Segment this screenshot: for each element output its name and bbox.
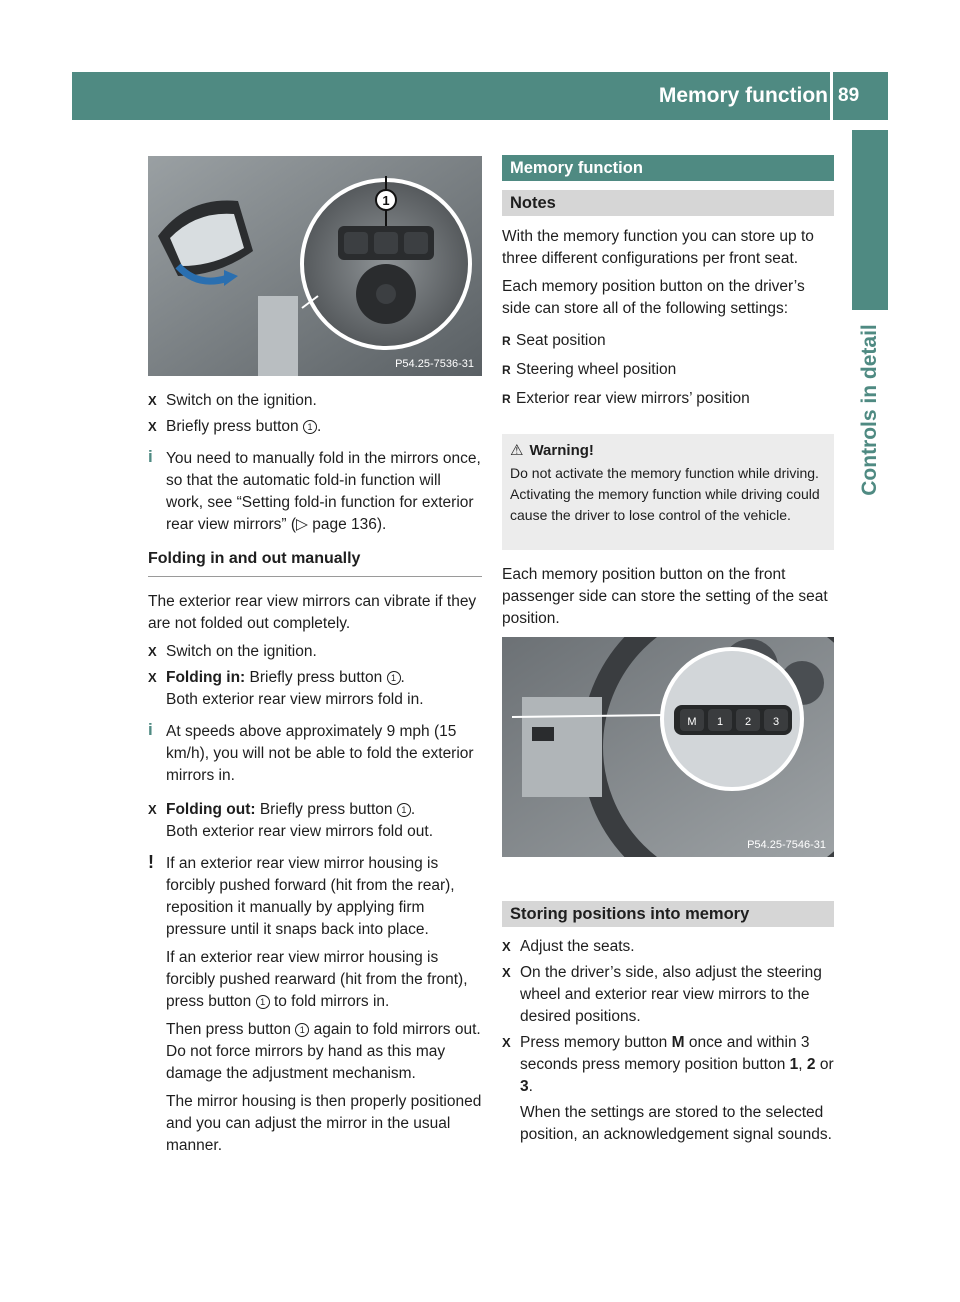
- warning-text: Do not activate the memory function while driving. Activating the memory function while driving could cause the driver to lose control of the vehicle.: [510, 465, 820, 523]
- mirror-callout-number: 1: [382, 193, 390, 208]
- right-column-storing: [502, 936, 834, 1152]
- warning-box: [502, 434, 834, 550]
- step-press-button: X Briefly press button 1 .: [148, 416, 482, 438]
- page-number: 89: [838, 85, 860, 106]
- step-switch-ignition: X Switch on the ignition.: [148, 390, 482, 412]
- info-icon: i: [148, 447, 153, 466]
- info-note-fold-in: i You need to manually fold in the mirrors once, so that the automatic fold-in function will work, see “Setting fold-in function for exterior rear view mirrors” (▷ page 136).: [148, 447, 481, 533]
- para-vibrate: The exterior rear view mirrors can vibrate if they are not folded out completely.: [148, 593, 477, 632]
- memory-button-2: 2: [744, 716, 752, 728]
- memory-photo-code: P54.25-7546-31: [747, 839, 826, 851]
- info-icon: i: [148, 720, 153, 739]
- step-folding-out: X Folding out: Briefly press button 1 . Both exterior rear view mirrors fold out.: [148, 799, 482, 843]
- mirror-switch-photo: [148, 156, 482, 376]
- page-header-title: Memory function: [658, 84, 828, 107]
- step-press-memory: X Press memory button M once and within 3 seconds press memory position button 1, 2 or 3.: [502, 1032, 834, 1098]
- section-title-storing: Storing positions into memory: [502, 901, 834, 927]
- bullet-steering: R Steering wheel position: [502, 359, 834, 381]
- step-switch-ignition-2: X Switch on the ignition.: [148, 641, 482, 663]
- bullet-seat: R Seat position: [502, 330, 834, 352]
- para-driver-settings: Each memory position button on the driver’s side can store all of the following settings:: [502, 278, 805, 317]
- para-passenger: Each memory position button on the front passenger side can store the setting of the seat position.: [502, 566, 828, 627]
- mirror-photo-code: P54.25-7536-31: [395, 358, 474, 370]
- header-divider: [830, 72, 833, 120]
- side-tab: [852, 130, 888, 310]
- section-title-notes: Notes: [502, 190, 834, 216]
- side-chapter-label: Controls in detail: [858, 324, 882, 496]
- caution-note: ! If an exterior rear view mirror housing is forcibly pushed forward (hit from the rear), reposition it manually by applying firm pressure until it snaps back into place. If an exterior rear view mirror housing is forcibly pushed rearward (hit from the front), press button 1 to fold mirrors in. Then press button 1 again to fold mirrors out. Do not force mirrors by hand as this may damage the adjustment mechanism. The mirror housing is then properly positioned and you can adjust the mirror in the usual manner.: [148, 852, 482, 1154]
- memory-button-3: 3: [772, 716, 780, 728]
- step-adjust-seats: X Adjust the seats.: [502, 936, 834, 958]
- warning-heading: ⚠ Warning!: [510, 442, 594, 459]
- left-column: [148, 390, 482, 1169]
- memory-buttons-photo: [502, 637, 834, 857]
- warning-triangle-icon: ⚠: [510, 442, 524, 459]
- right-column-notes: [502, 226, 834, 417]
- section-title-memory: Memory function: [502, 155, 834, 181]
- para-three-configs: With the memory function you can store up to three different configurations per front seat.: [502, 228, 814, 267]
- step-adjust-driver: X On the driver’s side, also adjust the steering wheel and exterior rear view mirrors to the desired positions.: [502, 962, 834, 1028]
- exclamation-icon: !: [148, 852, 154, 872]
- bullet-mirrors: R Exterior rear view mirrors’ position: [502, 388, 834, 410]
- info-note-speed: i At speeds above approximately 9 mph (15 km/h), you will not be able to fold the exterior mirrors in.: [148, 720, 474, 784]
- para-stored-result: When the settings are stored to the selected position, an acknowledgement signal sounds.: [520, 1104, 832, 1143]
- memory-button-m: M: [687, 716, 697, 728]
- right-column-passenger: [502, 564, 834, 636]
- step-folding-in: X Folding in: Briefly press button 1 . Both exterior rear view mirrors fold in.: [148, 667, 482, 711]
- subheading-folding: Folding in and out manually: [148, 548, 482, 577]
- memory-button-1: 1: [716, 716, 724, 728]
